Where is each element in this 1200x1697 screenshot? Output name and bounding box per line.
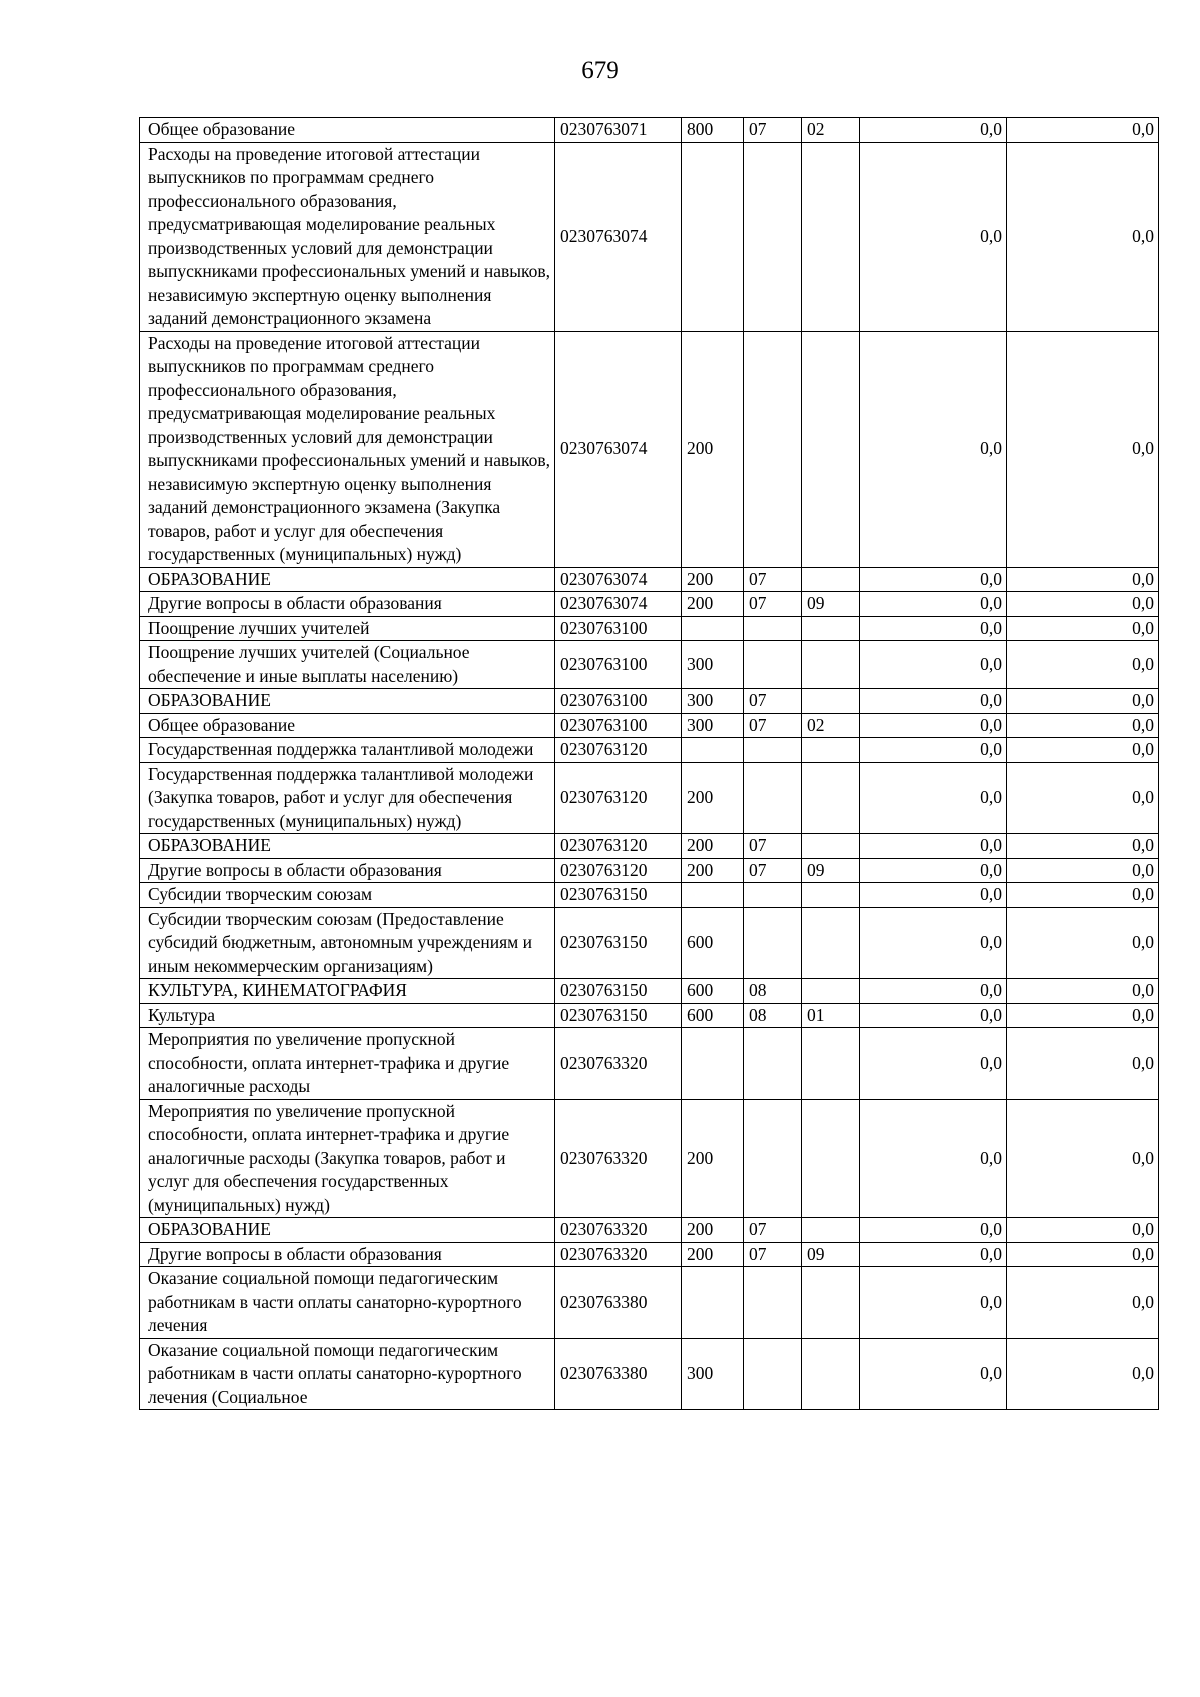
- amount-year2-cell: 0,0: [1007, 1338, 1159, 1410]
- budget-table: [139, 117, 1159, 1410]
- target-article-cell: 0230763380: [555, 1338, 682, 1410]
- expense-type-cell: [682, 616, 744, 641]
- section-cell: 08: [744, 1003, 802, 1028]
- expense-name-cell: ОБРАЗОВАНИЕ: [140, 567, 555, 592]
- expense-name-cell: Расходы на проведение итоговой аттестации выпускников по программам среднего профессионального образования, предусматривающая моделирование реальных производственных условий для демонстрации выпускниками профессиональных умений и навыков, независимую экспертную оценку выполнения заданий демонстрационного экзамена (Закупка товаров, работ и услуг для обеспечения государственных (муниципальных) нужд): [140, 331, 555, 567]
- expense-name-cell: Другие вопросы в области образования: [140, 1242, 555, 1267]
- subsection-cell: [802, 1338, 860, 1410]
- amount-year1-cell: 0,0: [860, 1338, 1007, 1410]
- subsection-cell: 09: [802, 592, 860, 617]
- expense-name-cell: Оказание социальной помощи педагогическим работникам в части оплаты санаторно-курортного лечения: [140, 1267, 555, 1339]
- section-cell: [744, 762, 802, 834]
- table-row: [140, 883, 1159, 908]
- amount-year1-cell: 0,0: [860, 883, 1007, 908]
- expense-type-cell: 200: [682, 858, 744, 883]
- table-row: [140, 1218, 1159, 1243]
- table-row: [140, 979, 1159, 1004]
- subsection-cell: 01: [802, 1003, 860, 1028]
- expense-type-cell: 200: [682, 331, 744, 567]
- table-row: [140, 858, 1159, 883]
- amount-year2-cell: 0,0: [1007, 118, 1159, 143]
- expense-name-cell: ОБРАЗОВАНИЕ: [140, 834, 555, 859]
- amount-year2-cell: 0,0: [1007, 738, 1159, 763]
- amount-year1-cell: 0,0: [860, 834, 1007, 859]
- expense-name-cell: Общее образование: [140, 118, 555, 143]
- amount-year1-cell: 0,0: [860, 592, 1007, 617]
- section-cell: [744, 142, 802, 331]
- table-row: [140, 142, 1159, 331]
- section-cell: 07: [744, 567, 802, 592]
- expense-type-cell: 300: [682, 713, 744, 738]
- table-row: [140, 592, 1159, 617]
- section-cell: [744, 907, 802, 979]
- amount-year2-cell: 0,0: [1007, 1099, 1159, 1218]
- amount-year2-cell: 0,0: [1007, 142, 1159, 331]
- table-row: [140, 713, 1159, 738]
- amount-year1-cell: 0,0: [860, 979, 1007, 1004]
- subsection-cell: [802, 1028, 860, 1100]
- amount-year2-cell: 0,0: [1007, 762, 1159, 834]
- amount-year1-cell: 0,0: [860, 616, 1007, 641]
- subsection-cell: [802, 883, 860, 908]
- table-row: [140, 738, 1159, 763]
- subsection-cell: [802, 1267, 860, 1339]
- target-article-cell: 0230763100: [555, 689, 682, 714]
- table-row: [140, 907, 1159, 979]
- amount-year2-cell: 0,0: [1007, 1028, 1159, 1100]
- expense-type-cell: [682, 1267, 744, 1339]
- subsection-cell: 09: [802, 1242, 860, 1267]
- subsection-cell: [802, 1218, 860, 1243]
- section-cell: [744, 641, 802, 689]
- expense-type-cell: 200: [682, 1218, 744, 1243]
- subsection-cell: [802, 142, 860, 331]
- amount-year1-cell: 0,0: [860, 567, 1007, 592]
- table-row: [140, 1242, 1159, 1267]
- target-article-cell: 0230763150: [555, 1003, 682, 1028]
- amount-year1-cell: 0,0: [860, 1242, 1007, 1267]
- expense-type-cell: 200: [682, 1099, 744, 1218]
- amount-year1-cell: 0,0: [860, 1267, 1007, 1339]
- table-body: [140, 118, 1159, 1410]
- section-cell: [744, 1028, 802, 1100]
- target-article-cell: 0230763320: [555, 1242, 682, 1267]
- subsection-cell: [802, 979, 860, 1004]
- expense-name-cell: Другие вопросы в области образования: [140, 858, 555, 883]
- section-cell: 07: [744, 1218, 802, 1243]
- amount-year1-cell: 0,0: [860, 1028, 1007, 1100]
- subsection-cell: 02: [802, 713, 860, 738]
- expense-type-cell: 600: [682, 907, 744, 979]
- amount-year2-cell: 0,0: [1007, 883, 1159, 908]
- target-article-cell: 0230763120: [555, 858, 682, 883]
- expense-name-cell: ОБРАЗОВАНИЕ: [140, 689, 555, 714]
- amount-year1-cell: 0,0: [860, 907, 1007, 979]
- target-article-cell: 0230763120: [555, 834, 682, 859]
- amount-year2-cell: 0,0: [1007, 713, 1159, 738]
- target-article-cell: 0230763074: [555, 142, 682, 331]
- expense-name-cell: Поощрение лучших учителей (Социальное обеспечение и иные выплаты населению): [140, 641, 555, 689]
- table-row: [140, 1028, 1159, 1100]
- expense-type-cell: 200: [682, 762, 744, 834]
- section-cell: 07: [744, 858, 802, 883]
- section-cell: 07: [744, 713, 802, 738]
- subsection-cell: [802, 738, 860, 763]
- amount-year1-cell: 0,0: [860, 762, 1007, 834]
- table-row: [140, 567, 1159, 592]
- section-cell: 07: [744, 689, 802, 714]
- expense-name-cell: Культура: [140, 1003, 555, 1028]
- expense-name-cell: Расходы на проведение итоговой аттестации выпускников по программам среднего профессионального образования, предусматривающая моделирование реальных производственных условий для демонстрации выпускниками профессиональных умений и навыков, независимую экспертную оценку выполнения заданий демонстрационного экзамена: [140, 142, 555, 331]
- target-article-cell: 0230763150: [555, 907, 682, 979]
- amount-year1-cell: 0,0: [860, 641, 1007, 689]
- amount-year1-cell: 0,0: [860, 713, 1007, 738]
- expense-name-cell: Мероприятия по увеличение пропускной способности, оплата интернет-трафика и другие аналогичные расходы (Закупка товаров, работ и услуг для обеспечения государственных (муниципальных) нужд): [140, 1099, 555, 1218]
- amount-year2-cell: 0,0: [1007, 641, 1159, 689]
- amount-year2-cell: 0,0: [1007, 1003, 1159, 1028]
- expense-name-cell: ОБРАЗОВАНИЕ: [140, 1218, 555, 1243]
- expense-type-cell: 600: [682, 979, 744, 1004]
- amount-year1-cell: 0,0: [860, 331, 1007, 567]
- table-row: [140, 1267, 1159, 1339]
- section-cell: [744, 1267, 802, 1339]
- target-article-cell: 0230763120: [555, 738, 682, 763]
- section-cell: [744, 1099, 802, 1218]
- expense-type-cell: 200: [682, 1242, 744, 1267]
- table-row: [140, 762, 1159, 834]
- page-number: 679: [581, 57, 619, 84]
- expense-type-cell: 300: [682, 1338, 744, 1410]
- amount-year2-cell: 0,0: [1007, 1218, 1159, 1243]
- subsection-cell: [802, 331, 860, 567]
- amount-year2-cell: 0,0: [1007, 567, 1159, 592]
- table-row: [140, 1003, 1159, 1028]
- section-cell: 08: [744, 979, 802, 1004]
- subsection-cell: 02: [802, 118, 860, 143]
- table-row: [140, 689, 1159, 714]
- amount-year1-cell: 0,0: [860, 142, 1007, 331]
- target-article-cell: 0230763074: [555, 592, 682, 617]
- section-cell: [744, 738, 802, 763]
- amount-year2-cell: 0,0: [1007, 331, 1159, 567]
- expense-name-cell: Оказание социальной помощи педагогическим работникам в части оплаты санаторно-курортного лечения (Социальное: [140, 1338, 555, 1410]
- subsection-cell: [802, 641, 860, 689]
- expense-name-cell: Мероприятия по увеличение пропускной способности, оплата интернет-трафика и другие аналогичные расходы: [140, 1028, 555, 1100]
- target-article-cell: 0230763380: [555, 1267, 682, 1339]
- expense-name-cell: Государственная поддержка талантливой молодежи (Закупка товаров, работ и услуг для обеспечения государственных (муниципальных) нужд): [140, 762, 555, 834]
- target-article-cell: 0230763320: [555, 1028, 682, 1100]
- target-article-cell: 0230763074: [555, 331, 682, 567]
- subsection-cell: [802, 567, 860, 592]
- expense-name-cell: Государственная поддержка талантливой молодежи: [140, 738, 555, 763]
- amount-year1-cell: 0,0: [860, 118, 1007, 143]
- expense-type-cell: [682, 738, 744, 763]
- amount-year1-cell: 0,0: [860, 858, 1007, 883]
- expense-type-cell: 200: [682, 567, 744, 592]
- table-row: [140, 331, 1159, 567]
- subsection-cell: 09: [802, 858, 860, 883]
- target-article-cell: 0230763074: [555, 567, 682, 592]
- table-row: [140, 616, 1159, 641]
- amount-year1-cell: 0,0: [860, 1099, 1007, 1218]
- expense-type-cell: [682, 142, 744, 331]
- amount-year2-cell: 0,0: [1007, 1267, 1159, 1339]
- amount-year2-cell: 0,0: [1007, 979, 1159, 1004]
- expense-type-cell: 600: [682, 1003, 744, 1028]
- section-cell: 07: [744, 118, 802, 143]
- section-cell: 07: [744, 834, 802, 859]
- table-row: [140, 641, 1159, 689]
- section-cell: [744, 1338, 802, 1410]
- target-article-cell: 0230763100: [555, 616, 682, 641]
- amount-year1-cell: 0,0: [860, 738, 1007, 763]
- expense-type-cell: 200: [682, 834, 744, 859]
- amount-year2-cell: 0,0: [1007, 689, 1159, 714]
- expense-name-cell: Субсидии творческим союзам: [140, 883, 555, 908]
- subsection-cell: [802, 616, 860, 641]
- subsection-cell: [802, 1099, 860, 1218]
- subsection-cell: [802, 762, 860, 834]
- amount-year1-cell: 0,0: [860, 1003, 1007, 1028]
- amount-year2-cell: 0,0: [1007, 616, 1159, 641]
- amount-year2-cell: 0,0: [1007, 834, 1159, 859]
- target-article-cell: 0230763150: [555, 979, 682, 1004]
- subsection-cell: [802, 834, 860, 859]
- amount-year2-cell: 0,0: [1007, 858, 1159, 883]
- expense-name-cell: Другие вопросы в области образования: [140, 592, 555, 617]
- table-row: [140, 118, 1159, 143]
- expense-type-cell: 300: [682, 641, 744, 689]
- expense-name-cell: Общее образование: [140, 713, 555, 738]
- table-row: [140, 1099, 1159, 1218]
- amount-year2-cell: 0,0: [1007, 907, 1159, 979]
- expense-type-cell: [682, 883, 744, 908]
- target-article-cell: 0230763071: [555, 118, 682, 143]
- expense-type-cell: 200: [682, 592, 744, 617]
- expense-type-cell: [682, 1028, 744, 1100]
- section-cell: 07: [744, 592, 802, 617]
- subsection-cell: [802, 907, 860, 979]
- target-article-cell: 0230763320: [555, 1218, 682, 1243]
- expense-name-cell: КУЛЬТУРА, КИНЕМАТОГРАФИЯ: [140, 979, 555, 1004]
- expense-type-cell: 800: [682, 118, 744, 143]
- expense-name-cell: Субсидии творческим союзам (Предоставление субсидий бюджетным, автономным учреждениям и иным некоммерческим организациям): [140, 907, 555, 979]
- section-cell: [744, 616, 802, 641]
- amount-year2-cell: 0,0: [1007, 592, 1159, 617]
- section-cell: [744, 331, 802, 567]
- amount-year1-cell: 0,0: [860, 689, 1007, 714]
- target-article-cell: 0230763100: [555, 713, 682, 738]
- section-cell: [744, 883, 802, 908]
- amount-year2-cell: 0,0: [1007, 1242, 1159, 1267]
- target-article-cell: 0230763100: [555, 641, 682, 689]
- amount-year1-cell: 0,0: [860, 1218, 1007, 1243]
- expense-name-cell: Поощрение лучших учителей: [140, 616, 555, 641]
- target-article-cell: 0230763150: [555, 883, 682, 908]
- target-article-cell: 0230763120: [555, 762, 682, 834]
- table-row: [140, 1338, 1159, 1410]
- section-cell: 07: [744, 1242, 802, 1267]
- table-row: [140, 834, 1159, 859]
- subsection-cell: [802, 689, 860, 714]
- expense-type-cell: 300: [682, 689, 744, 714]
- target-article-cell: 0230763320: [555, 1099, 682, 1218]
